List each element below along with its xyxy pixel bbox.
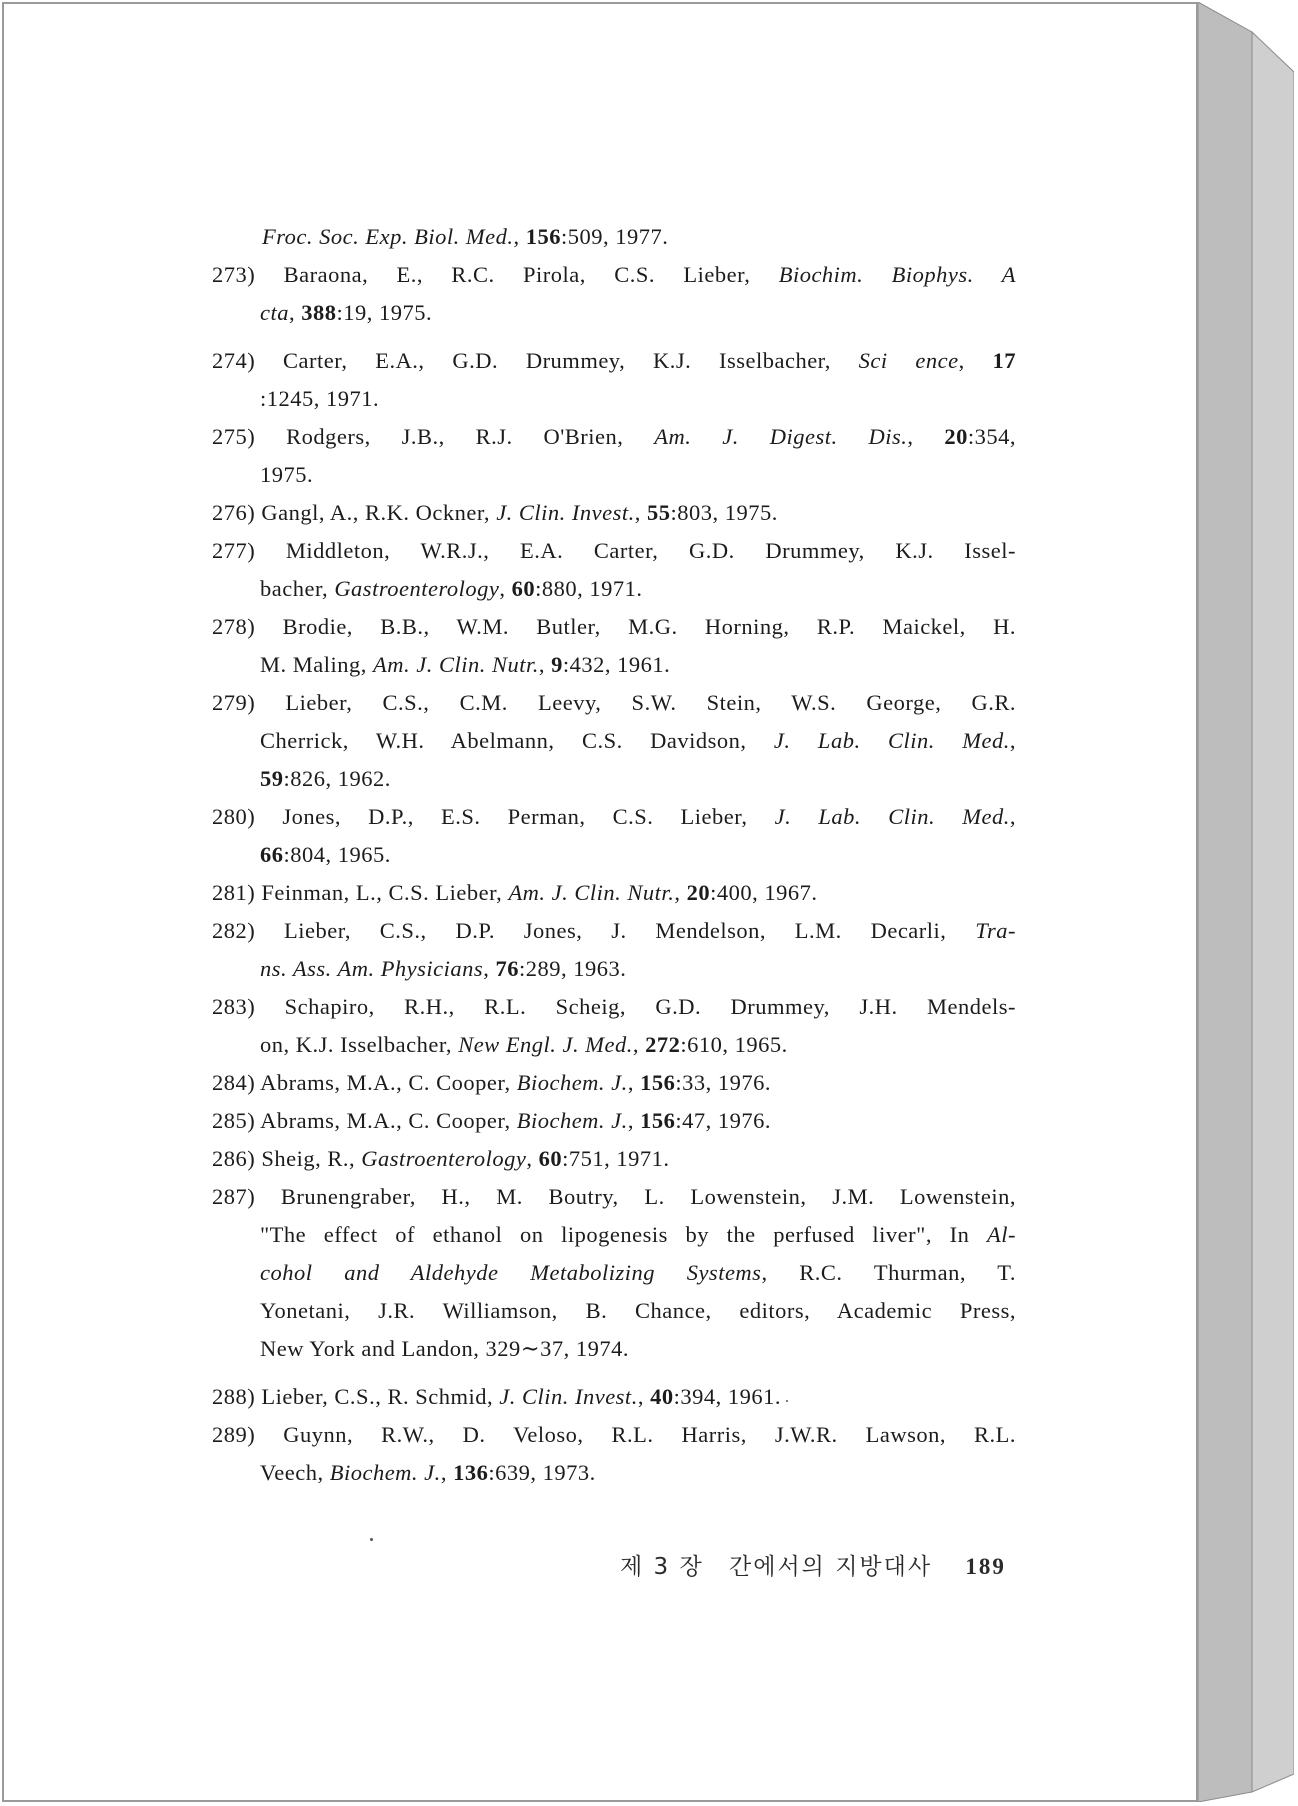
ref-line-17: 281) Feinman, L., C.S. Lieber, Am. J. Clin. Nutr., 20:400, 1967. <box>212 880 818 905</box>
reference-line <box>212 646 1016 684</box>
reference-line <box>212 418 1016 456</box>
ref-line-20: 283) Schapiro, R.H., R.L. Scheig, G.D. Drummey, J.H. Mendels- <box>212 994 1016 1019</box>
ref-line-19: ns. Ass. Am. Physicians, 76:289, 1963. <box>260 956 627 981</box>
reference-line <box>212 342 1016 380</box>
reference-line <box>212 1292 1016 1330</box>
reference-line <box>212 798 1016 836</box>
reference-line <box>212 218 1016 256</box>
reference-line <box>212 456 1016 494</box>
reference-line <box>212 1216 1016 1254</box>
reference-line <box>212 684 1016 722</box>
reference-line <box>212 1416 1016 1454</box>
ref-line-2: cta, 388:19, 1975. <box>260 300 433 325</box>
ref-line-12: 279) Lieber, C.S., C.M. Leevy, S.W. Stein, W.S. George, G.R. <box>212 690 1016 715</box>
ref-line-11: M. Maling, Am. J. Clin. Nutr., 9:432, 1961. <box>260 652 671 677</box>
print-speck <box>370 1538 373 1541</box>
reference-line <box>212 608 1016 646</box>
ref-line-5: 275) Rodgers, J.B., R.J. O'Brien, Am. J. Digest. Dis., 20:354, <box>212 424 1017 449</box>
ref-line-10: 278) Brodie, B.B., W.M. Butler, M.G. Horning, R.P. Maickel, H. <box>212 614 1016 639</box>
ref-line-27: cohol and Aldehyde Metabolizing Systems, R.C. Thurman, T. <box>260 1260 1017 1285</box>
reference-line <box>212 1102 1016 1140</box>
ref-line-21: on, K.J. Isselbacher, New Engl. J. Med., 272:610, 1965. <box>260 1032 788 1057</box>
chapter-label: 제 3 장 <box>620 1554 704 1580</box>
ref-line-32: Veech, Biochem. J., 136:639, 1973. <box>260 1460 596 1485</box>
ref-line-24: 286) Sheig, R., Gastroenterology, 60:751, 1971. <box>212 1146 670 1171</box>
ref-line-18: 282) Lieber, C.S., D.P. Jones, J. Mendelson, L.M. Decarli, Tra- <box>212 918 1016 943</box>
ref-line-13: Cherrick, W.H. Abelmann, C.S. Davidson, J. Lab. Clin. Med., <box>260 728 1016 753</box>
reference-line <box>212 950 1016 988</box>
ref-line-15: 280) Jones, D.P., E.S. Perman, C.S. Lieber, J. Lab. Clin. Med., <box>212 804 1016 829</box>
ref-line-31: 289) Guynn, R.W., D. Veloso, R.L. Harris, J.W.R. Lawson, R.L. <box>212 1422 1016 1447</box>
ref-line-28: Yonetani, J.R. Williamson, B. Chance, editors, Academic Press, <box>260 1298 1016 1323</box>
reference-line <box>212 912 1016 950</box>
ref-line-9: bacher, Gastroenterology, 60:880, 1971. <box>260 576 643 601</box>
reference-line <box>212 532 1016 570</box>
reference-line <box>212 874 1016 912</box>
ref-line-0: Froc. Soc. Exp. Biol. Med., 156:509, 1977. <box>262 224 669 249</box>
reference-line <box>212 494 1016 532</box>
ref-line-6: 1975. <box>260 462 314 487</box>
ref-line-1: 273) Baraona, E., R.C. Pirola, C.S. Lieber, Biochim. Biophys. A <box>212 262 1016 287</box>
ref-line-4: :1245, 1971. <box>260 386 380 411</box>
reference-line <box>212 256 1016 294</box>
ref-line-22: 284) Abrams, M.A., C. Cooper, Biochem. J., 156:33, 1976. <box>212 1070 771 1095</box>
reference-line <box>212 1378 1016 1416</box>
reference-line <box>212 1026 1016 1064</box>
reference-line <box>212 1254 1016 1292</box>
reference-line <box>212 760 1016 798</box>
ref-line-26: "The effect of ethanol on lipogenesis by the perfused liver", In Al- <box>260 1222 1016 1247</box>
print-speck <box>786 1400 788 1402</box>
reference-line <box>212 1064 1016 1102</box>
ref-line-7: 276) Gangl, A., R.K. Ockner, J. Clin. Invest., 55:803, 1975. <box>212 500 778 525</box>
reference-line <box>212 836 1016 874</box>
ref-line-30: 288) Lieber, C.S., R. Schmid, J. Clin. Invest., 40:394, 1961. <box>212 1384 781 1409</box>
ref-line-29: New York and Landon, 329∼37, 1974. <box>260 1336 629 1361</box>
reference-line <box>212 294 1016 332</box>
ref-line-3: 274) Carter, E.A., G.D. Drummey, K.J. Isselbacher, Sci ence, 17 <box>212 348 1016 373</box>
reference-line <box>212 988 1016 1026</box>
ref-line-25: 287) Brunengraber, H., M. Boutry, L. Lowenstein, J.M. Lowenstein, <box>212 1184 1016 1209</box>
chapter-title: 간에서의 지방대사 <box>729 1554 933 1580</box>
ref-line-14: 59:826, 1962. <box>260 766 391 791</box>
reference-line <box>212 1140 1016 1178</box>
ref-line-8: 277) Middleton, W.R.J., E.A. Carter, G.D. Drummey, K.J. Issel- <box>212 538 1016 563</box>
reference-line <box>212 570 1016 608</box>
reference-line <box>212 722 1016 760</box>
reference-line <box>212 1330 1016 1368</box>
reference-line <box>212 1178 1016 1216</box>
reference-list <box>212 218 1016 1492</box>
book-spine-edge <box>1198 2 1294 1802</box>
reference-line <box>212 1454 1016 1492</box>
reference-line <box>212 380 1016 418</box>
ref-line-16: 66:804, 1965. <box>260 842 391 867</box>
ref-line-23: 285) Abrams, M.A., C. Cooper, Biochem. J., 156:47, 1976. <box>212 1108 771 1133</box>
page-footer <box>620 1548 1022 1581</box>
page-number: 189 <box>965 1554 1006 1579</box>
